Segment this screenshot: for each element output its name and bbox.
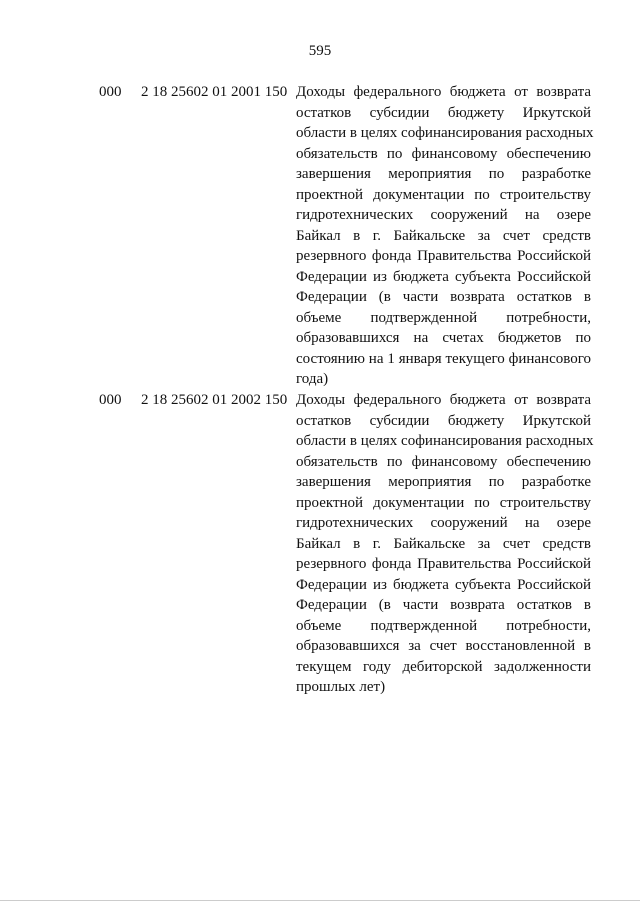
description-line: объеме подтвержденной потребности, — [296, 617, 591, 634]
description-line: состоянию на 1 января текущего финансового — [296, 350, 591, 367]
description-line: гидротехнических сооружений на озере — [296, 207, 591, 223]
description-line: образовавшихся за счет восстановленной в — [296, 638, 591, 654]
description-line: проектной документации по строительству — [296, 494, 591, 511]
description-line: Федерации (в части возврата остатков в — [296, 289, 591, 305]
description-line: области в целях софинансирования расходных — [296, 125, 594, 141]
description-line: объеме подтвержденной потребности, — [296, 309, 591, 326]
description-line: Байкал в г. Байкальске за счет средств — [296, 535, 591, 552]
entry-description — [296, 390, 594, 698]
description-line: резервного фонда Правительства Российской — [296, 556, 591, 572]
description-line: гидротехнических сооружений на озере — [296, 515, 591, 531]
description-line: завершения мероприятия по разработке — [296, 166, 591, 182]
description-line: области в целях софинансирования расходных — [296, 433, 594, 449]
description-line: прошлых лет) — [296, 679, 386, 695]
description-line: проектной документации по строительству — [296, 186, 591, 203]
page-bottom-edge — [0, 900, 640, 901]
description-line: Федерации (в части возврата остатков в — [296, 597, 591, 613]
description-line: текущем году дебиторской задолженности — [296, 658, 591, 675]
description-line: завершения мероприятия по разработке — [296, 474, 591, 490]
description-line: обязательств по финансовому обеспечению — [296, 453, 591, 470]
description-line: Федерации из бюджета субъекта Российской — [296, 268, 591, 285]
page-number: 595 — [308, 43, 332, 59]
description-line: года) — [296, 371, 329, 387]
description-line: остатков субсидии бюджету Иркутской — [296, 412, 591, 429]
admin-code: 000 — [99, 392, 122, 408]
description-line: Доходы федерального бюджета от возврата — [296, 84, 591, 100]
admin-code: 000 — [99, 84, 122, 100]
description-line: Доходы федерального бюджета от возврата — [296, 392, 591, 408]
description-line: остатков субсидии бюджету Иркутской — [296, 104, 591, 121]
description-line: Федерации из бюджета субъекта Российской — [296, 576, 591, 593]
budget-classification-code: 2 18 25602 01 2001 150 — [141, 84, 288, 100]
budget-classification-code: 2 18 25602 01 2002 150 — [141, 392, 288, 408]
description-line: Байкал в г. Байкальске за счет средств — [296, 227, 591, 244]
entry-description — [296, 82, 594, 390]
description-line: резервного фонда Правительства Российской — [296, 248, 591, 264]
description-line: обязательств по финансовому обеспечению — [296, 145, 591, 162]
description-line: образовавшихся на счетах бюджетов по — [296, 330, 591, 346]
